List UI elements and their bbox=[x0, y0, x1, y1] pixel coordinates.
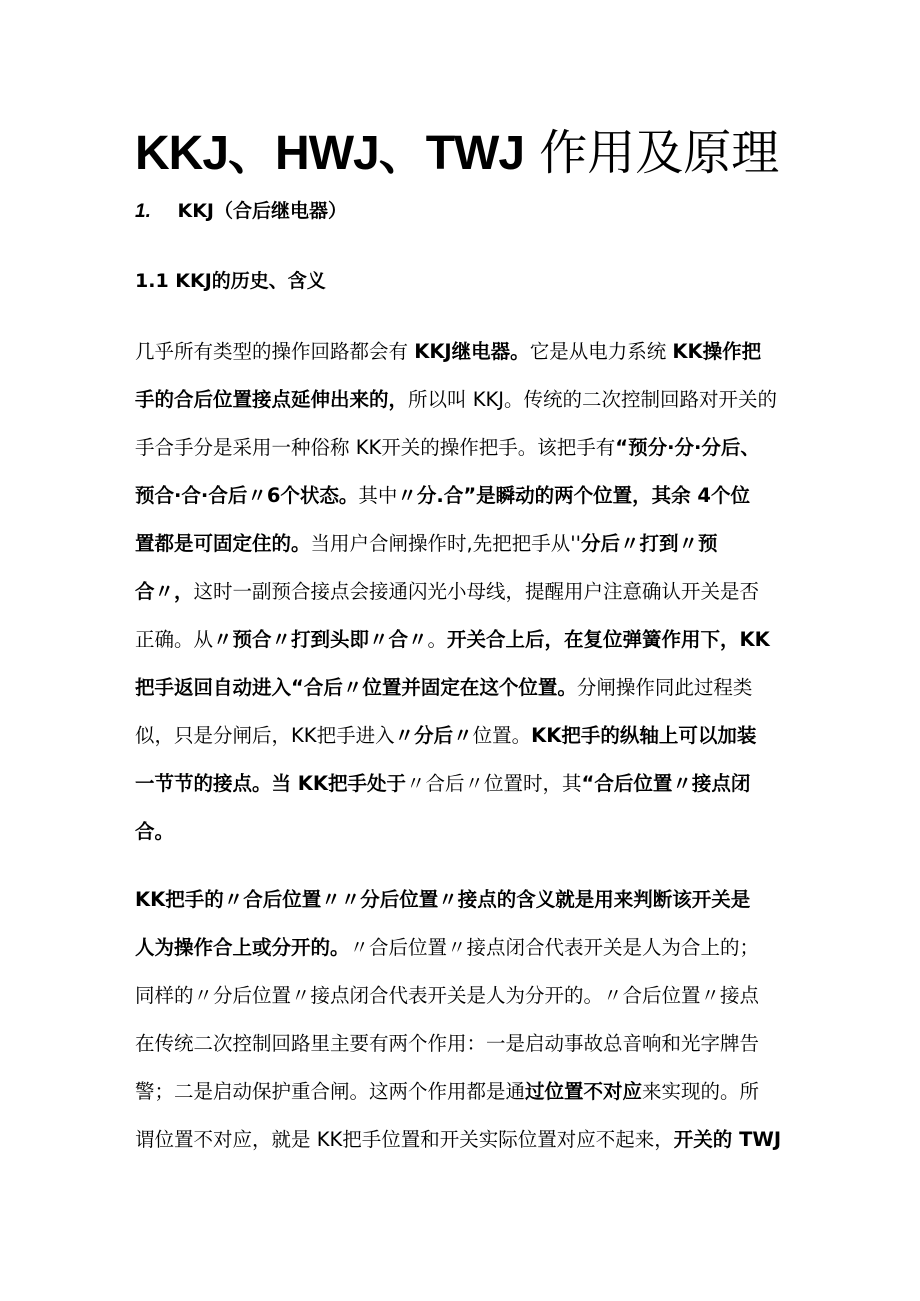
text-run: 开关合上后，在复位弹簧作用下，KK bbox=[447, 628, 770, 651]
text-run: 手的合后位置接点延伸出来的， bbox=[135, 388, 409, 411]
text-run: 〃合后〃位置时，其 bbox=[406, 772, 582, 795]
text-run: 预合·合·合后〃6个状态。 bbox=[135, 484, 359, 507]
paragraph-1-line bbox=[135, 760, 795, 808]
text-run: 其中 bbox=[358, 484, 398, 507]
text-run: 〃合后位置〃接点闭合代表开关是人为合上的； bbox=[349, 936, 760, 959]
text-run: 分闸操作同此过程类 bbox=[576, 676, 753, 699]
paragraph-1-line bbox=[135, 568, 795, 616]
text-run: KK把手的〃合后位置〃〃分后位置〃接点的含义就是用来判断该开关是 bbox=[135, 888, 751, 911]
paragraph-2-line bbox=[135, 972, 795, 1020]
document-title bbox=[135, 122, 835, 184]
text-run: 合〃， bbox=[135, 580, 194, 603]
section-1-1-heading: 1.1 KKJ的历史、含义 bbox=[135, 270, 326, 292]
text-run: 正确。从 bbox=[135, 628, 214, 651]
paragraph-kkj-history bbox=[135, 328, 795, 856]
text-run: 它是从电力系统 bbox=[529, 340, 673, 363]
paragraph-1-line bbox=[135, 664, 795, 712]
text-run: 过位置不对应 bbox=[525, 1080, 643, 1103]
text-run: 当用户合闸操作时,先把把手从'' bbox=[310, 532, 581, 555]
text-run: 置都是可固定住的。 bbox=[135, 532, 311, 555]
paragraph-2-line bbox=[135, 1020, 795, 1068]
text-run: 〃预合〃打到头即〃合〃 bbox=[213, 628, 428, 651]
document-title-cjk: 作用及原理 bbox=[539, 125, 780, 181]
paragraph-1-line bbox=[135, 712, 795, 760]
text-run: 似，只是分闸后，KK把手进入 bbox=[135, 724, 395, 747]
paragraph-2-line bbox=[135, 924, 795, 972]
text-run: 开关的 TWJ bbox=[673, 1128, 782, 1151]
paragraph-1-line bbox=[135, 472, 795, 520]
paragraph-1-line bbox=[135, 376, 795, 424]
paragraph-2-line bbox=[135, 1068, 795, 1116]
text-run: 谓位置不对应，就是 KK把手位置和开关实际位置对应不起来， bbox=[135, 1128, 674, 1151]
text-run: 把手返回自动进入“合后〃位置并固定在这个位置。 bbox=[135, 676, 577, 699]
text-run: 在传统二次控制回路里主要有两个作用：一是启动事故总音响和光字牌告 bbox=[135, 1032, 760, 1055]
text-run: KK操作把 bbox=[672, 340, 762, 363]
text-run: 位置。 bbox=[472, 724, 532, 747]
text-run: “预分·分·分后、 bbox=[615, 436, 760, 459]
text-run: 几乎所有类型的操作回路都会有 bbox=[135, 340, 415, 363]
paragraph-1-line bbox=[135, 808, 795, 856]
paragraph-1-line bbox=[135, 616, 795, 664]
paragraph-1-line bbox=[135, 520, 795, 568]
paragraph-kkj-meaning bbox=[135, 876, 795, 1164]
text-run: 警；二是启动保护重合闸。这两个作用都是通 bbox=[135, 1080, 526, 1103]
section-1-number: 1. bbox=[135, 201, 151, 222]
section-1-title: KKJ（合后继电器） bbox=[177, 200, 348, 222]
text-run: 人为操作合上或分开的。 bbox=[135, 936, 350, 959]
paragraph-2-line bbox=[135, 876, 795, 924]
text-run: 。 bbox=[427, 628, 448, 651]
paragraph-1-line bbox=[135, 328, 795, 376]
paragraph-1-line bbox=[135, 424, 795, 472]
text-run: KKJ继电器。 bbox=[414, 340, 530, 363]
text-run: 分后〃打到〃预 bbox=[580, 532, 718, 555]
document-title-latin: KKJ、HWJ、TWJ bbox=[135, 127, 525, 180]
text-run: 一节节的接点。当 KK把手处于 bbox=[135, 772, 407, 795]
text-run: 这时一副预合接点会接通闪光小母线，提醒用户注意确认开关是否 bbox=[193, 580, 760, 603]
text-run: 来实现的。所 bbox=[642, 1080, 760, 1103]
text-run: 〃分.合”是瞬动的两个位置，其余 4个位 bbox=[397, 484, 750, 507]
text-run: 手合手分是采用一种俗称 KK开关的操作把手。该把手有 bbox=[135, 436, 616, 459]
text-run: 所以叫 KKJ。传统的二次控制回路对开关的 bbox=[408, 388, 778, 411]
text-run: 〃分后〃 bbox=[394, 724, 473, 747]
section-1-heading bbox=[135, 196, 347, 226]
text-run: “合后位置〃接点闭 bbox=[581, 772, 751, 795]
text-run: KK把手的纵轴上可以加装 bbox=[531, 724, 757, 747]
paragraph-2-line bbox=[135, 1116, 795, 1164]
text-run: 合。 bbox=[135, 820, 175, 843]
text-run: 同样的〃分后位置〃接点闭合代表开关是人为分开的。〃合后位置〃接点 bbox=[135, 984, 760, 1007]
